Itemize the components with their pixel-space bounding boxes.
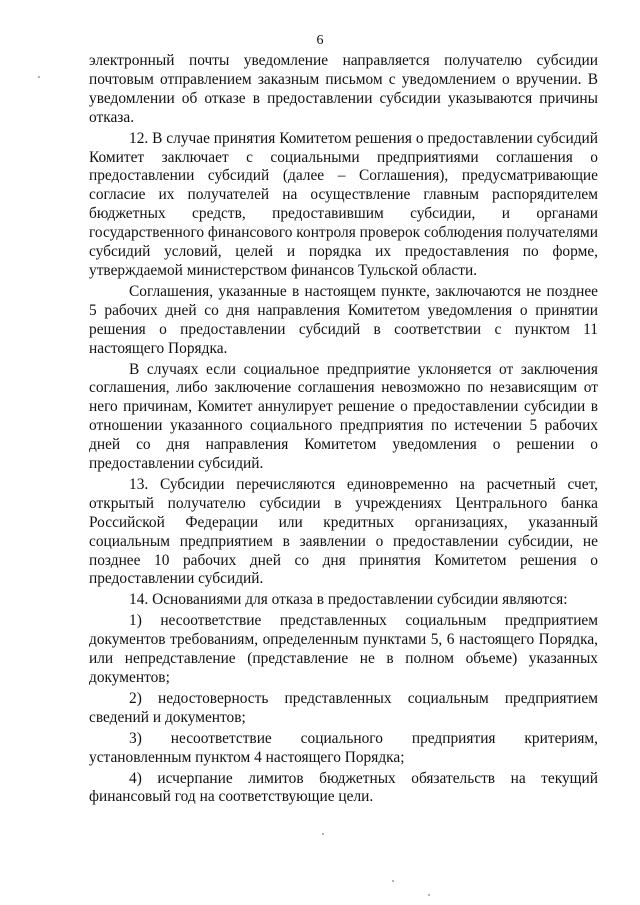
paragraph-continuation: электронный почты уведомление направляется получателю субсидии почтовым отправлением заказным письмом с уведомлением о вручении. В уведомлении об отказе в предоставлении субсидии указываются причины отказа. [89, 52, 598, 126]
page-number: 6 [316, 33, 324, 48]
list-item-14-3: 3) несоответствие социального предприятия критериям, установленным пунктом 4 настоящего Порядка; [89, 729, 598, 766]
paragraph-item-13: 13. Субсидии перечисляются единовременно на расчетный счет, открытый получателю субсидии в учреждениях Центрального банка Российской Федерации или кредитных организациях, указанный социальным предприятием в заявлении о предоставлении субсидии, не позднее 10 рабочих дней со дня принятия Комитетом решения о предоставлении субсидий. [89, 475, 598, 588]
document-body [89, 52, 598, 809]
paragraph-item-12-evasion: В случаях если социальное предприятие уклоняется от заключения соглашения, либо заключение соглашения невозможно по независящим от него причинам, Комитет аннулирует решение о предоставлении субсидии в отношении указанного социального предприятия по истечении 5 рабочих дней со дня направления Комитетом уведомления о решении о предоставлении субсидий. [89, 360, 598, 473]
paragraph-item-12-agreements: Соглашения, указанные в настоящем пункте, заключаются не позднее 5 рабочих дней со дня направления Комитетом уведомления о принятии решения о предоставлении субсидий в соответствии с пунктом 11 настоящего Порядка. [89, 282, 598, 357]
scan-speck [428, 894, 430, 896]
paragraph-item-12: 12. В случае принятия Комитетом решения о предоставлении субсидий Комитет заключает с социальными предприятиями соглашения о предоставлении субсидий (далее – Соглашения), предусматривающие согласие их получателей на осуществление главным распорядителем бюджетных средств, предоставившим субсидии, и органами государственного финансового контроля проверок соблюдения получателями субсидий условий, целей и порядка их предоставления по форме, утверждаемой министерством финансов Тульской области. [89, 129, 598, 279]
list-item-14-2: 2) недостоверность представленных социальным предприятием сведений и документов; [89, 689, 598, 726]
list-item-14-4: 4) исчерпание лимитов бюджетных обязательств на текущий финансовый год на соответствующие цели. [89, 769, 598, 806]
scan-speck [392, 880, 394, 882]
scan-speck [322, 833, 324, 835]
paragraph-item-14: 14. Основаниями для отказа в предоставлении субсидии являются: [129, 591, 568, 609]
list-item-14-1: 1) несоответствие представленных социальным предприятием документов требованиям, определенным пунктами 5, 6 настоящего Порядка, или непредставление (представление не в полном объеме) указанных документов; [89, 612, 598, 686]
scan-speck [38, 76, 40, 78]
